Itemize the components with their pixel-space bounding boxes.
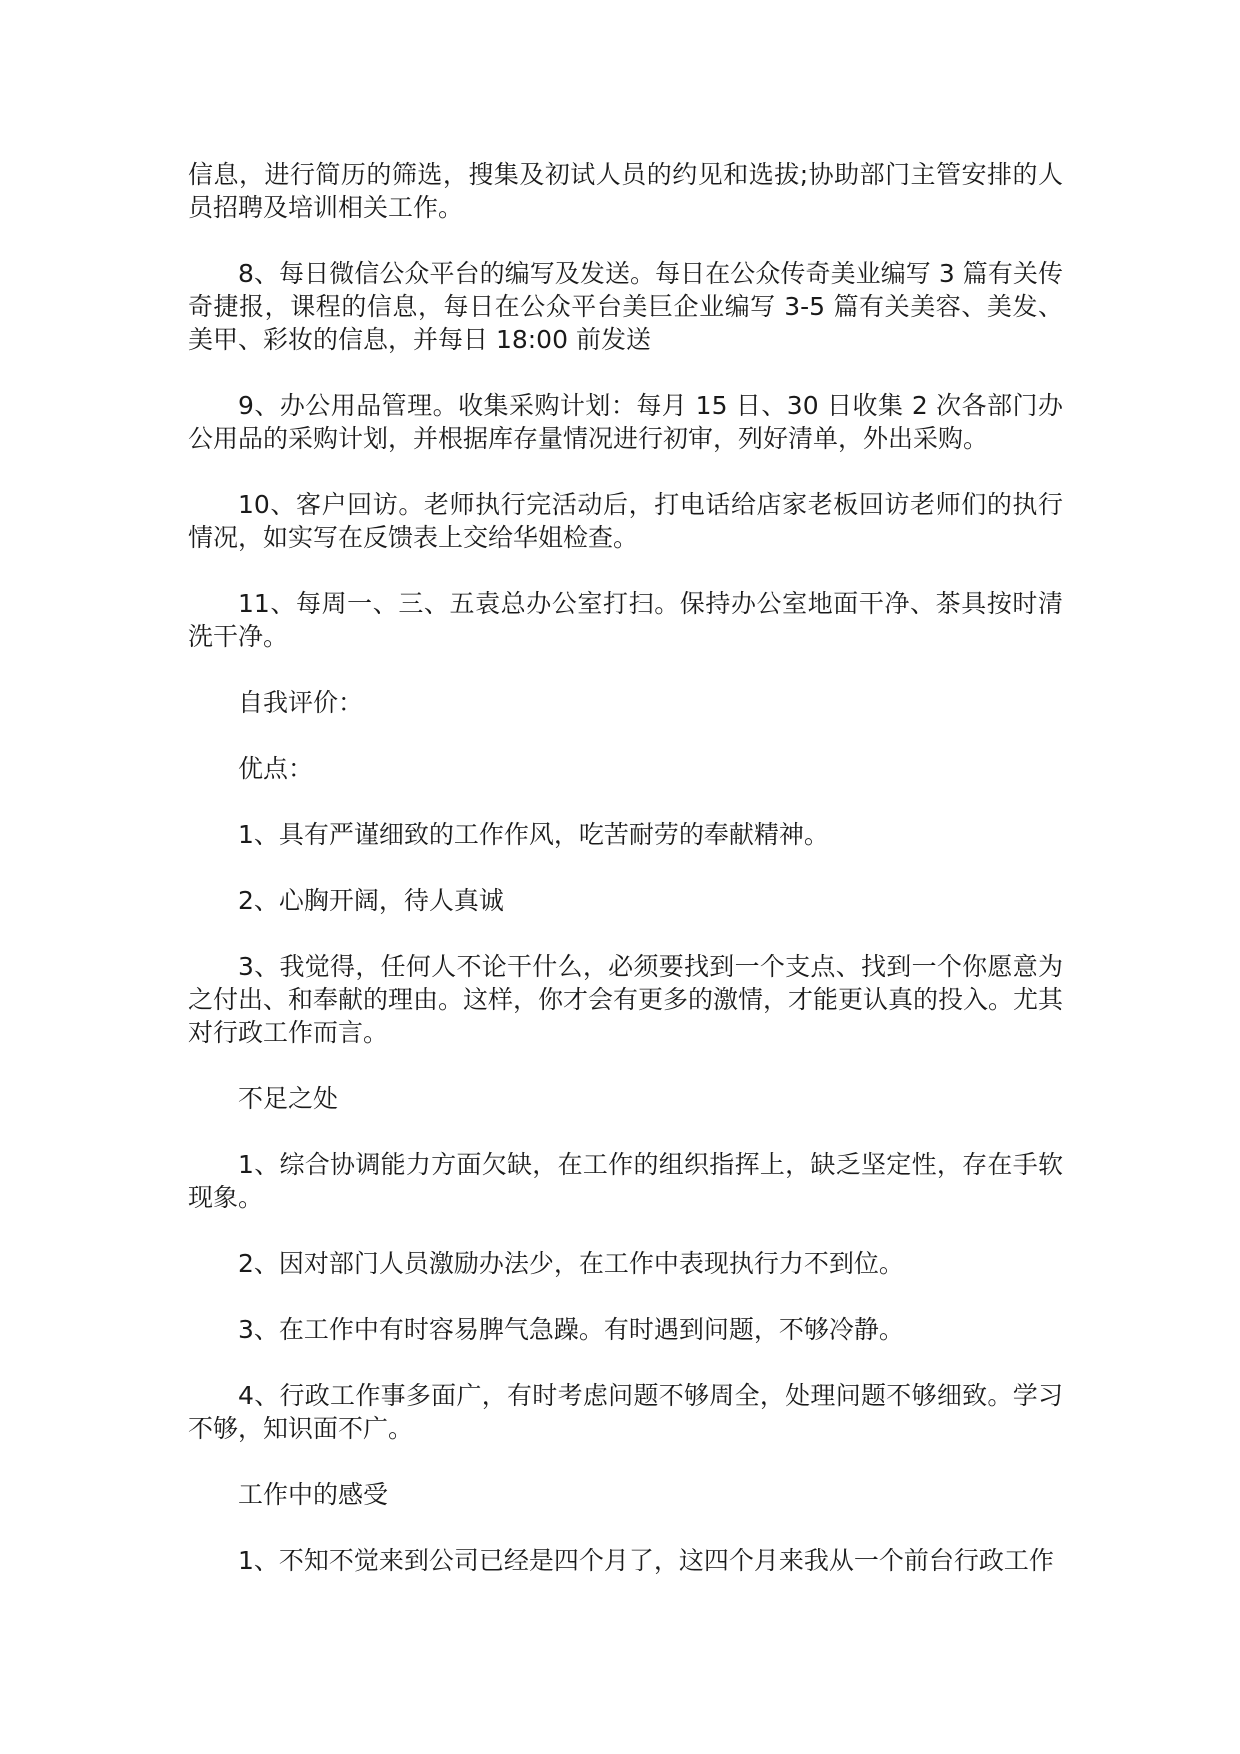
paragraph-weakness-2: 2、因对部门人员激励办法少，在工作中表现执行力不到位。 [238,1249,904,1278]
paragraph-item-9-office-supplies: 9、办公用品管理。收集采购计划：每月 15 日、30 日收集 2 次各部门办公用品的采购计划，并根据库存量情况进行初审，列好清单，外出采购。 [188,391,1063,453]
paragraph-weakness-3: 3、在工作中有时容易脾气急躁。有时遇到问题，不够冷静。 [238,1315,904,1344]
paragraph-item-8-wechat: 8、每日微信公众平台的编写及发送。每日在公众传奇美业编写 3 篇有关传奇捷报，课程的信息，每日在公众平台美巨企业编写 3-5 篇有关美容、美发、美甲、彩妆的信息，并每日 18:00 前发送 [188,259,1063,354]
paragraph-recruitment-info: 信息，进行简历的筛选，搜集及初试人员的约见和选拔;协助部门主管安排的人员招聘及培训相关工作。 [188,160,1063,222]
paragraph-item-10-customer-visit: 10、客户回访。老师执行完活动后，打电话给店家老板回访老师们的执行情况，如实写在反馈表上交给华姐检查。 [188,490,1063,552]
paragraph-item-11-office-cleaning: 11、每周一、三、五袁总办公室打扫。保持办公室地面干净、茶具按时清洗干净。 [188,589,1063,651]
paragraph-weakness-4: 4、行政工作事多面广，有时考虑问题不够周全，处理问题不够细致。学习不够，知识面不广。 [188,1381,1063,1443]
heading-self-evaluation: 自我评价： [238,688,364,717]
paragraph-feeling-1: 1、不知不觉来到公司已经是四个月了，这四个月来我从一个前台行政工作 [238,1546,1054,1575]
paragraph-strength-3: 3、我觉得，任何人不论干什么，必须要找到一个支点、找到一个你愿意为之付出、和奉献的理由。这样，你才会有更多的激情，才能更认真的投入。尤其对行政工作而言。 [188,952,1064,1047]
heading-weaknesses: 不足之处 [238,1084,339,1113]
heading-work-feelings: 工作中的感受 [238,1480,389,1509]
heading-strengths: 优点： [238,754,314,783]
paragraph-strength-1: 1、具有严谨细致的工作作风，吃苦耐劳的奉献精神。 [238,820,829,849]
paragraph-weakness-1: 1、综合协调能力方面欠缺，在工作的组织指挥上，缺乏坚定性，存在手软现象。 [188,1150,1063,1212]
paragraph-strength-2: 2、心胸开阔，待人真诚 [238,886,504,915]
document-page [188,158,1063,1610]
